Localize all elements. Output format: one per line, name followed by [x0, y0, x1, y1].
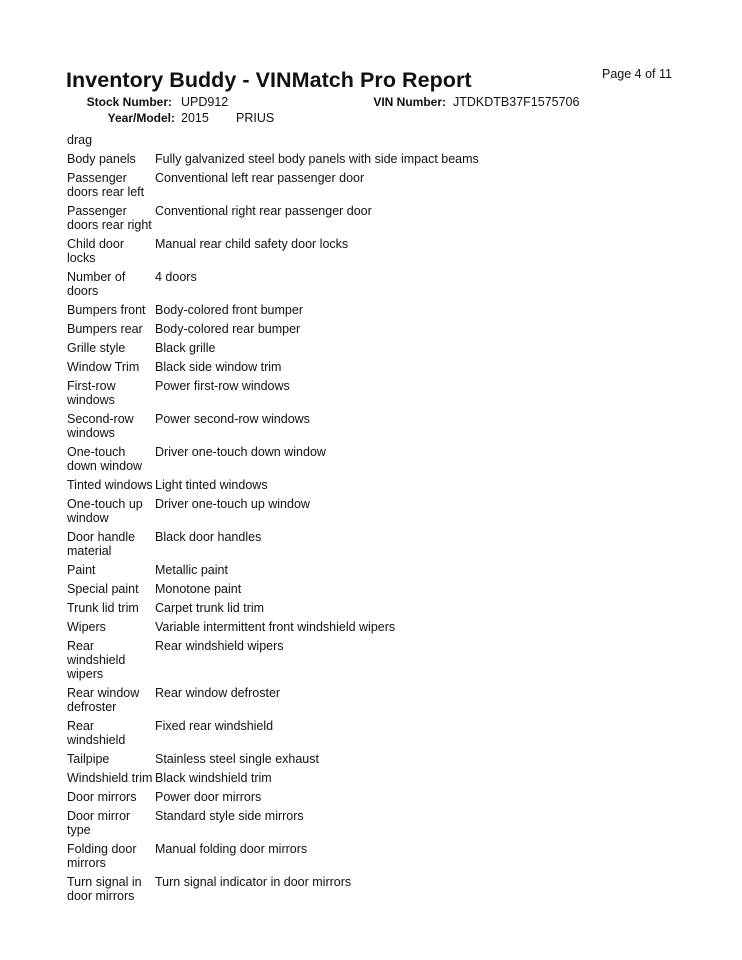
stock-number-label: Stock Number:: [86, 95, 172, 109]
spec-label: Grille style: [67, 341, 126, 355]
year-value: 2015: [181, 111, 209, 125]
spec-row: [67, 580, 707, 599]
spec-row: [67, 150, 707, 169]
spec-row: [67, 717, 707, 750]
spec-label: Number of doors: [67, 270, 126, 298]
spec-label: Passenger doors rear left: [67, 171, 145, 199]
spec-row: [67, 268, 707, 301]
spec-row: [67, 840, 707, 873]
spec-value: Black door handles: [155, 530, 262, 544]
spec-label: Second-row windows: [67, 412, 134, 440]
spec-row: [67, 561, 707, 580]
spec-value: Rear windshield wipers: [155, 639, 284, 653]
spec-label: Folding door mirrors: [67, 842, 137, 870]
spec-label: Body panels: [67, 152, 136, 166]
spec-row: [67, 410, 707, 443]
spec-label: Rear window defroster: [67, 686, 140, 714]
spec-label: First-row windows: [67, 379, 116, 407]
spec-row: [67, 320, 707, 339]
spec-value: Variable intermittent front windshield wipers: [155, 620, 396, 634]
spec-value: Black windshield trim: [155, 771, 272, 785]
spec-value: Driver one-touch up window: [155, 497, 310, 511]
spec-label: Windshield trim: [67, 771, 153, 785]
spec-row: [67, 599, 707, 618]
spec-row: [67, 339, 707, 358]
spec-row: [67, 169, 707, 202]
spec-value: Metallic paint: [155, 563, 228, 577]
spec-value: Stainless steel single exhaust: [155, 752, 319, 766]
spec-label: Child door locks: [67, 237, 124, 265]
spec-value: Fully galvanized steel body panels with side impact beams: [155, 152, 479, 166]
spec-value: Manual folding door mirrors: [155, 842, 308, 856]
spec-value: Conventional right rear passenger door: [155, 204, 372, 218]
spec-row: [67, 131, 707, 150]
spec-label: Bumpers rear: [67, 322, 143, 336]
spec-value: [155, 133, 707, 147]
spec-value: Turn signal indicator in door mirrors: [155, 875, 352, 889]
spec-value: Light tinted windows: [155, 478, 268, 492]
spec-label: Trunk lid trim: [67, 601, 139, 615]
spec-value: Monotone paint: [155, 582, 242, 596]
spec-row: [67, 873, 707, 906]
spec-label: Window Trim: [67, 360, 140, 374]
spec-row: [67, 301, 707, 320]
spec-value: 4 doors: [155, 270, 197, 284]
spec-label: Door mirrors: [67, 790, 137, 804]
spec-value: Manual rear child safety door locks: [155, 237, 349, 251]
spec-table: [67, 131, 707, 906]
year-model-label: Year/Model:: [107, 111, 175, 125]
spec-row: [67, 476, 707, 495]
spec-value: Power second-row windows: [155, 412, 310, 426]
spec-value: Power first-row windows: [155, 379, 290, 393]
spec-row: [67, 377, 707, 410]
spec-value: Rear window defroster: [155, 686, 281, 700]
spec-value: Conventional left rear passenger door: [155, 171, 365, 185]
spec-label: One-touch up window: [67, 497, 143, 525]
spec-value: Black side window trim: [155, 360, 282, 374]
spec-value: Fixed rear windshield: [155, 719, 274, 733]
model-value: PRIUS: [236, 111, 275, 125]
spec-label: Turn signal in door mirrors: [67, 875, 142, 903]
spec-row: [67, 618, 707, 637]
report-title: Inventory Buddy - VINMatch Pro Report: [66, 68, 472, 92]
spec-value: Body-colored rear bumper: [155, 322, 301, 336]
spec-label: One-touch down window: [67, 445, 143, 473]
vin-number-value: JTDKDTB37F1575706: [453, 95, 580, 109]
vin-number-label: VIN Number:: [373, 95, 446, 109]
spec-label: Special paint: [67, 582, 139, 596]
spec-label: Rear windshield wipers: [67, 639, 126, 681]
spec-label: Passenger doors rear right: [67, 204, 152, 232]
spec-label: Door mirror type: [67, 809, 131, 837]
spec-row: [67, 637, 707, 684]
spec-value: Power door mirrors: [155, 790, 262, 804]
spec-value: Driver one-touch down window: [155, 445, 326, 459]
spec-label: Tinted windows: [67, 478, 153, 492]
spec-row: [67, 807, 707, 840]
spec-row: [67, 528, 707, 561]
spec-value: Carpet trunk lid trim: [155, 601, 265, 615]
stock-number-value: UPD912: [181, 95, 229, 109]
spec-row: [67, 443, 707, 476]
spec-label: drag: [67, 133, 93, 147]
spec-row: [67, 788, 707, 807]
spec-row: [67, 750, 707, 769]
spec-value: Standard style side mirrors: [155, 809, 304, 823]
spec-label: Bumpers front: [67, 303, 146, 317]
spec-label: Rear windshield: [67, 719, 126, 747]
spec-row: [67, 495, 707, 528]
spec-label: Door handle material: [67, 530, 136, 558]
spec-row: [67, 202, 707, 235]
spec-value: Black grille: [155, 341, 216, 355]
spec-value: Body-colored front bumper: [155, 303, 303, 317]
spec-row: [67, 235, 707, 268]
spec-row: [67, 358, 707, 377]
spec-row: [67, 769, 707, 788]
page-number: Page 4 of 11: [602, 67, 672, 81]
spec-label: Paint: [67, 563, 96, 577]
spec-label: Wipers: [67, 620, 106, 634]
spec-row: [67, 684, 707, 717]
spec-label: Tailpipe: [67, 752, 110, 766]
